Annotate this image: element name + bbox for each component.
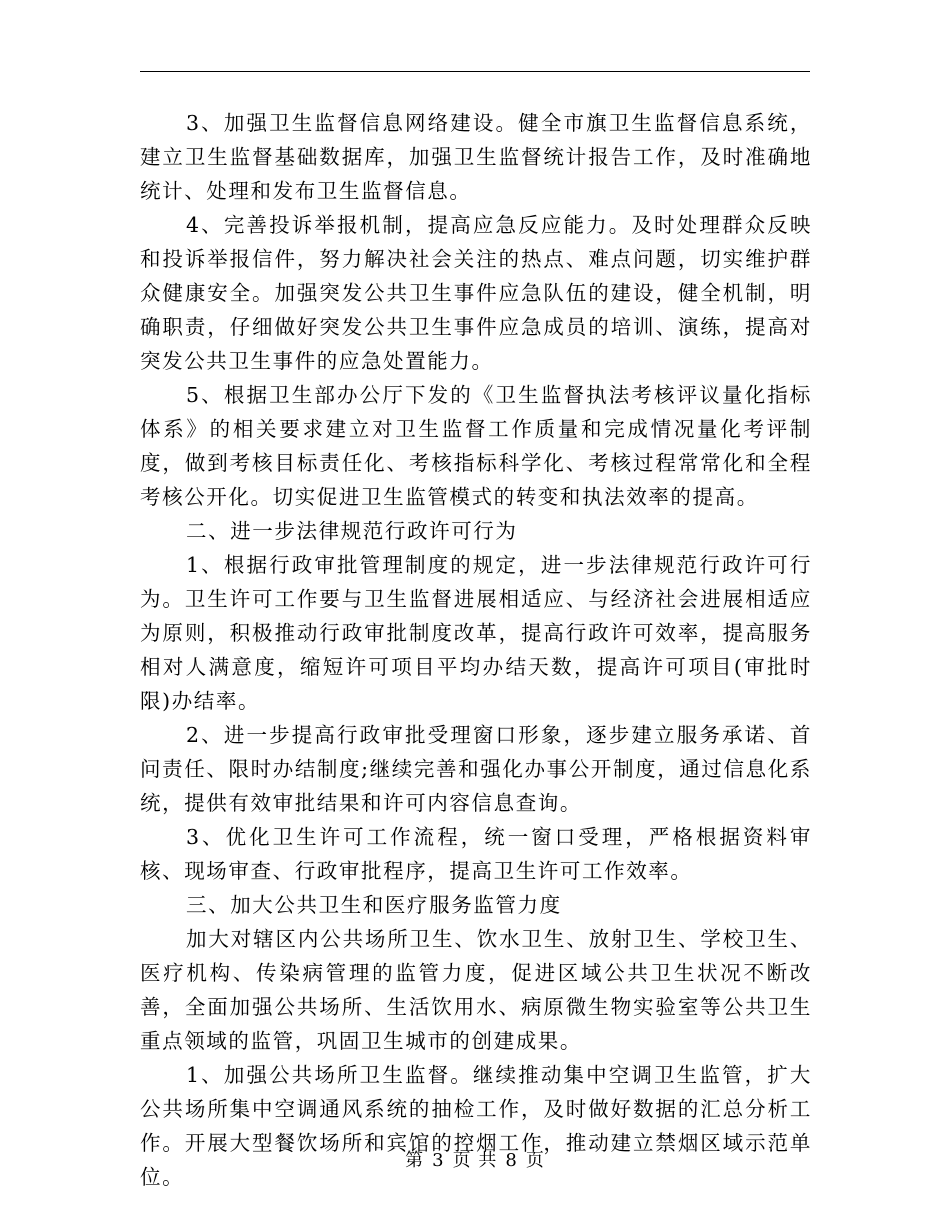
page-total: 8: [505, 1150, 518, 1171]
paragraph-item-3: 3、加强卫生监督信息网络建设。健全市旗卫生监督信息系统，建立卫生监督基础数据库，加强卫生监督统计报告工作，及时准确地统计、处理和发布卫生监督信息。: [140, 111, 812, 203]
paragraph-public-1: 1、加强公共场所卫生监督。继续推动集中空调卫生监管，扩大公共场所集中空调通风系统的抽检工作，及时做好数据的汇总分析工作。开展大型餐饮场所和宾馆的控烟工作，推动建立禁烟区域示范单位。: [140, 1063, 812, 1189]
page-number: 3: [432, 1150, 445, 1171]
paragraph-permit-2: 2、进一步提高行政审批受理窗口形象，逐步建立服务承诺、首问责任、限时办结制度;继续完善和强化办事公开制度，通过信息化系统，提供有效审批结果和许可内容信息查询。: [140, 723, 812, 815]
page-footer: [0, 1146, 950, 1172]
footer-middle: 页 共: [452, 1150, 498, 1171]
paragraph-permit-3: 3、优化卫生许可工作流程，统一窗口受理，严格根据资料审核、现场审查、行政审批程序，提高卫生许可工作效率。: [140, 825, 812, 883]
footer-prefix: 第: [405, 1150, 425, 1171]
section-heading-3: 三、加大公共卫生和医疗服务监管力度: [186, 893, 562, 917]
paragraph-intro: 加大对辖区内公共场所卫生、饮水卫生、放射卫生、学校卫生、医疗机构、传染病管理的监管力度，促进区域公共卫生状况不断改善，全面加强公共场所、生活饮用水、病原微生物实验室等公共卫生重点领域的监管，巩固卫生城市的创建成果。: [140, 927, 812, 1053]
section-heading-2: 二、进一步法律规范行政许可行为: [186, 519, 518, 543]
paragraph-permit-1: 1、根据行政审批管理制度的规定，进一步法律规范行政许可行为。卫生许可工作要与卫生监督进展相适应、与经济社会进展相适应为原则，积极推动行政审批制度改革，提高行政许可效率，提高服务相对人满意度，缩短许可项目平均办结天数，提高许可项目(审批时限)办结率。: [140, 553, 812, 713]
footer-suffix: 页: [525, 1150, 545, 1171]
paragraph-item-4: 4、完善投诉举报机制，提高应急反应能力。及时处理群众反映和投诉举报信件，努力解决社会关注的热点、难点问题，切实维护群众健康安全。加强突发公共卫生事件应急队伍的建设，健全机制，明确职责，仔细做好突发公共卫生事件应急成员的培训、演练，提高对突发公共卫生事件的应急处置能力。: [140, 213, 812, 373]
paragraph-item-5: 5、根据卫生部办公厅下发的《卫生监督执法考核评议量化指标体系》的相关要求建立对卫生监督工作质量和完成情况量化考评制度，做到考核目标责任化、考核指标科学化、考核过程常常化和全程考核公开化。切实促进卫生监管模式的转变和执法效率的提高。: [140, 383, 812, 509]
document-body: [140, 106, 812, 1194]
header-rule: [140, 71, 810, 72]
